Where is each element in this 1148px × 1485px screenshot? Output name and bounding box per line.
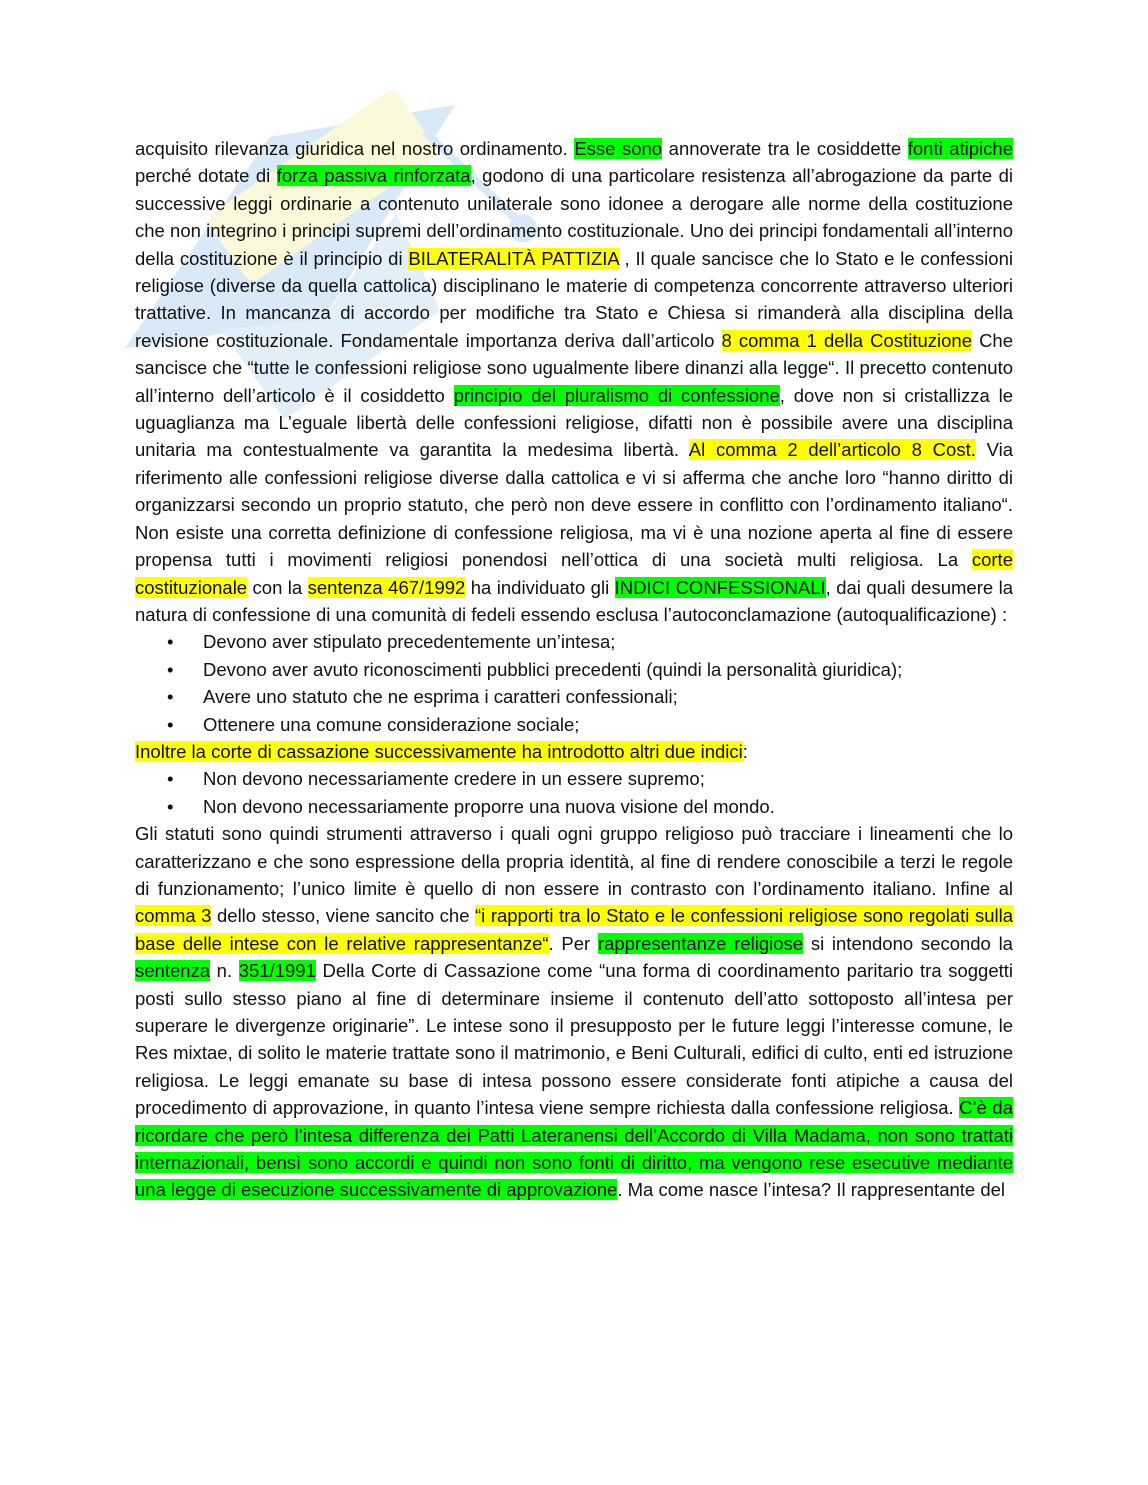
bullet-icon: • — [167, 631, 174, 653]
highlight: “i rapporti tra lo Stato e le confessioni religiose sono regolati sulla base delle intese con le relative rappresentanze“ — [135, 905, 1013, 954]
highlight: Al comma 2 dell’articolo 8 Cost. — [688, 439, 976, 461]
list-item: • Devono aver avuto riconoscimenti pubblici precedenti (quindi la personalità giuridica); — [203, 656, 1013, 683]
highlight: forza passiva rinforzata — [276, 165, 471, 187]
highlight: 8 comma 1 della Costituzione — [721, 329, 972, 351]
highlight: 351/1991 — [238, 960, 316, 982]
paragraph-intese: acquisito rilevanza giuridica nel nostro ordinamento. Esse sono annoverate tra le cosiddette fonti atipiche perché dotate di forza passiva rinforzata, godono di una particolare resistenza all’abrogazione da parte di successive leggi ordinarie a contenuto unilaterale sono idonee a derogare alle norme della costituzione che non integrino i principi supremi dell’ordinamento costituzionale. Uno dei principi fondamentali all’interno della costituzione è il principio di BILATERALITÀ PATTIZIA , Il quale sancisce che lo Stato e le confessioni religiose (diverse da quella cattolica) disciplinano le materie di competenza concorrente attraverso ulteriori trattative. In mancanza di accordo per modifiche tra Stato e Chiesa si rimanderà alla disciplina della revisione costituzionale. Fondamentale importanza deriva dall’articolo 8 comma 1 della Costituzione Che sancisce che “tutte le confessioni religiose sono ugualmente libere dinanzi alla legge“. Il precetto contenuto all’interno dell’articolo è il cosiddetto principio del pluralismo di confessione, dove non si cristallizza le uguaglianza ma L’eguale libertà delle confessioni religiose, difatti non è possibile avere una disciplina unitaria ma contestualmente va garantita la medesima libertà. Al comma 2 dell’articolo 8 Cost. Via riferimento alle confessioni religiose diverse dalla cattolica e vi si afferma che anche loro “hanno diritto di organizzarsi secondo un proprio statuto, che però non deve essere in conflitto con l’ordinamento italiano“. Non esiste una corretta definizione di confessione religiosa, ma vi è una nozione aperta al fine di essere propensa tutti i movimenti religiosi ponendosi nell’ottica di una società multi religiosa. La corte costituzionale con la sentenza 467/1992 ha individuato gli INDICI CONFESSIONALI, dai quali desumere la natura di confessione di una comunità di fedeli essendo esclusa l’autoconclamazione (autoqualificazione) : — [135, 138, 1014, 625]
list-item: • Non devono necessariamente proporre una nuova visione del mondo. — [203, 793, 1013, 820]
highlight: Esse sono — [574, 138, 663, 159]
list-item: • Non devono necessariamente credere in un essere supremo; — [203, 765, 1013, 792]
altri-indici-list — [135, 765, 1013, 820]
list-item: • Devono aver stipulato precedentemente un’intesa; — [203, 628, 1013, 655]
paragraph-statuti: Gli statuti sono quindi strumenti attraverso i quali ogni gruppo religioso può tracciare i lineamenti che lo caratterizzano e che sono espressione della propria identità, al fine di rendere conoscibile a terzi le regole di funzionamento; l’unico limite è quello di non essere in contrasto con l’ordinamento italiano. Infine al comma 3 dello stesso, viene sancito che “i rapporti tra lo Stato e le confessioni religiose sono regolati sulla base delle intese con le relative rappresentanze“. Per rappresentanze religiose si intendono secondo la sentenza n. 351/1991 Della Corte di Cassazione come “una forma di coordinamento paritario tra soggetti posti sullo stesso piano al fine di determinare insieme il contenuto dell’atto sottoposto all’intesa per superare le divergenze originarie”. Le intese sono il presupposto per le future leggi l’interesse comune, le Res mixtae, di solito le materie trattate sono il matrimonio, e Beni Culturali, edifici di culto, enti ed istruzione religiosa. Le leggi emanate su base di intesa possono essere considerate fonti atipiche a causa del procedimento di approvazione, in quanto l’intesa viene sempre richiesta dalla confessione religiosa. C’è da ricordare che però l’intesa differenza dei Patti Lateranensi dell’Accordo di Villa Madama, non sono trattati internazionali, bensì sono accordi e quindi non sono fonti di diritto, ma vengono rese esecutive mediante una legge di esecuzione successivamente di approvazione. Ma come nasce l’intesa? Il rappresentante del — [135, 823, 1013, 1201]
bullet-icon: • — [167, 713, 174, 735]
bullet-icon: • — [167, 686, 174, 708]
list-item: • Avere uno statuto che ne esprima i caratteri confessionali; — [203, 683, 1013, 710]
document-page — [135, 135, 1013, 1204]
bullet-icon: • — [167, 795, 174, 817]
highlight: Inoltre la corte di cassazione successivamente ha introdotto altri due indici — [135, 740, 743, 762]
bullet-icon: • — [167, 658, 174, 680]
highlight: principio del pluralismo di confessione — [453, 384, 780, 406]
highlight: sentenza — [135, 960, 211, 982]
list-item: • Ottenere una comune considerazione sociale; — [203, 711, 1013, 738]
highlight: comma 3 — [135, 905, 212, 927]
highlight: C’è da ricordare che però l’intesa differenza dei Patti Lateranensi dell’Accordo di Villa Madama, non sono trattati internazionali, bensì sono accordi e quindi non sono fonti di diritto, ma vengono rese esecutive mediante una legge di esecuzione successivamente di approvazione — [135, 1097, 1013, 1201]
highlight: sentenza 467/1992 — [307, 576, 466, 598]
paragraph-cassazione: Inoltre la corte di cassazione successivamente ha introdotto altri due indici: — [135, 740, 748, 762]
highlight: INDICI CONFESSIONALI — [614, 576, 826, 598]
bullet-icon: • — [167, 768, 174, 790]
highlight: BILATERALITÀ PATTIZIA — [408, 247, 619, 269]
highlight: corte costituzionale — [135, 549, 1013, 598]
highlight: rappresentanze religiose — [597, 932, 804, 954]
highlight: fonti atipiche — [907, 138, 1014, 159]
indici-list — [135, 628, 1013, 738]
